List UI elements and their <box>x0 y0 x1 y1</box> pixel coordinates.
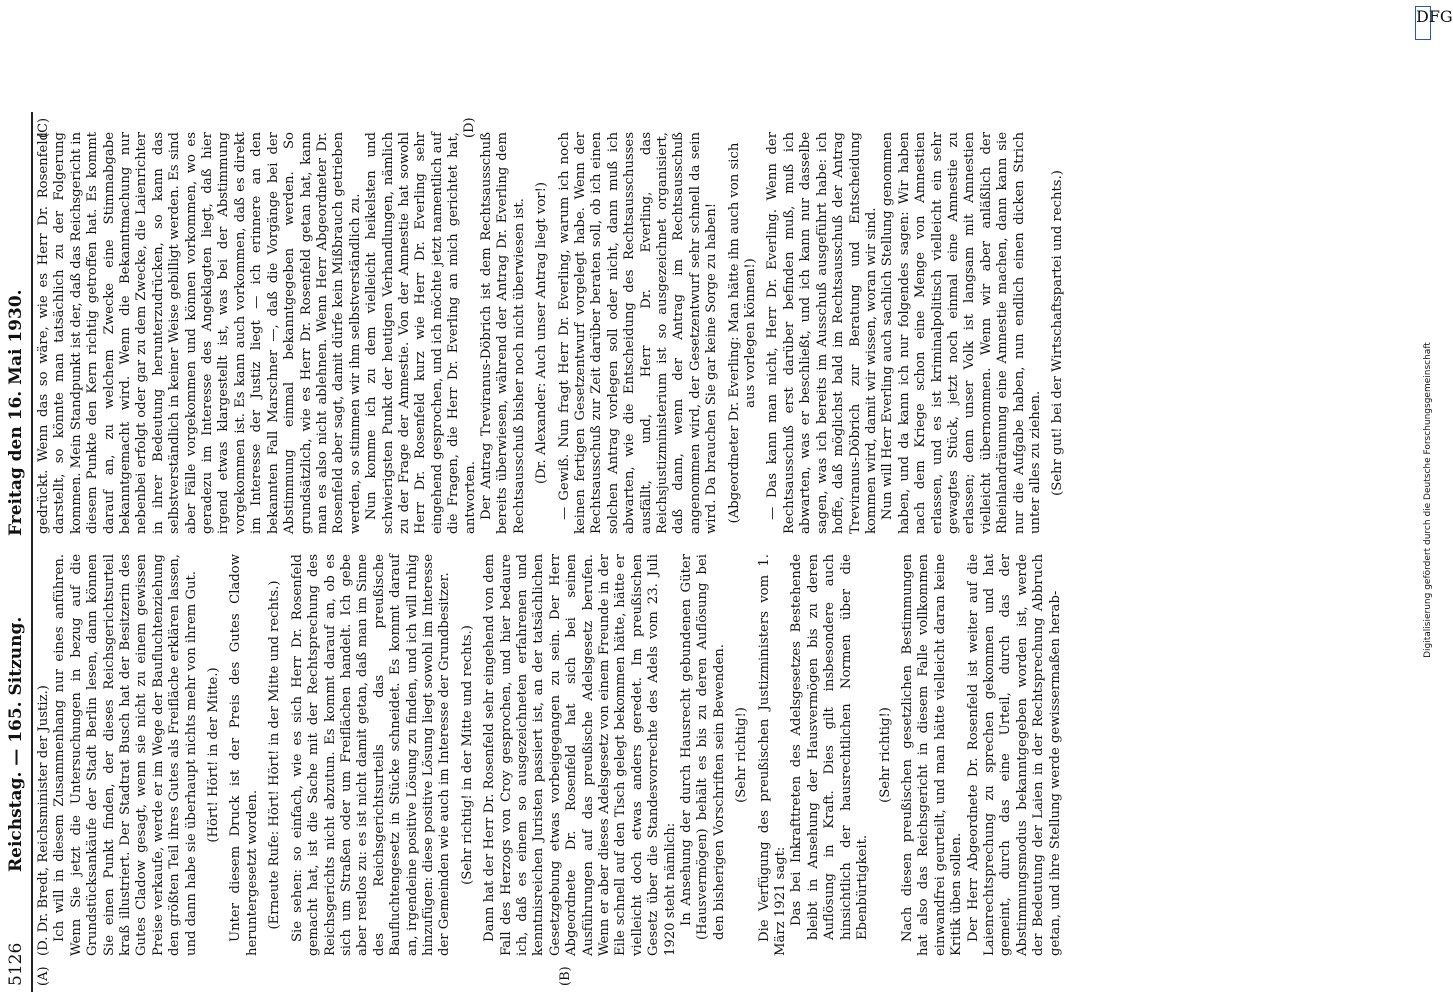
interjection: (Sehr richtig!) <box>734 707 750 803</box>
paragraph: Der Herr Abgeordnete Dr. Rosenfeld ist weiter auf die Laienrechtsprechung zu sprechen gekommen und hat gemeint, durch das eine Urteil, durch das der Abstimmungsmodus bekanntgegeben worden ist, werde der Bedeutung der Laien in der Rechtsprechung Abbruch getan, und ihre Stellung werde gewissermaßen herab- <box>965 554 1063 956</box>
margin-marker-c: (C) <box>36 117 51 138</box>
paragraph: Ich will in diesem Zusammenhang nur eines anführen. Wenn Sie jetzt die Untersuchungen in bezug auf die Grundstücksankäufe der Stadt Berlin lesen, dann können Sie einen Punkt finden, der dieses Reichsgerichtsurteil kraß illustriert. Der Stadtrat Busch hat der Besitzerin des Gutes Cladow gesagt, wenn sie nicht zu einem gewissen Preise verkaufe, werde er im Wege der Baufluchtenziehung den größten Teil ihres Gutes als Freifläche erklären lassen, und dann habe sie überhaupt nichts mehr von ihrem Gut. <box>52 554 199 956</box>
paragraph: Nun will Herr Everling auch sachlich Stellung genommen haben, und da kann ich nur folgendes sagen: Wir haben nach dem Kriege schon eine Menge von Amnestien erlassen, und es ist kriminalpolitisch vielleicht ein sehr gewagtes Stück, jetzt noch einmal eine Amnestie zu erlassen; denn unser Volk ist langsam mit Amnestien vielleicht übernommen. Wenn wir aber anläßlich der Rheinlandräumung eine Amnestie machen, dann kann sie nur die Aufgabe haben, nun endlich einen dicken Strich unter alles zu ziehen. <box>880 132 1043 534</box>
page-number: 5126 <box>6 942 26 986</box>
interjection: (Sehr richtig!) <box>877 707 893 803</box>
margin-marker-b: (B) <box>558 966 573 986</box>
paragraph: In Ansehung der durch Hausrecht gebundenen Güter (Hausvermögen) behält es bis zu deren Auflösung bei den bisherigen Vorschriften sein Bewenden. <box>679 554 727 940</box>
dfg-logo-text: DFG <box>1416 7 1453 26</box>
session-date: Freitag den 16. Mai 1930. <box>6 289 26 536</box>
interjection: (Abgeordneter Dr. Everling: Man hätte ihn auch von sich aus vorlegen können!) <box>726 142 759 524</box>
interjection: (Dr. Alexander: Auch unser Antrag liegt vor!) <box>534 181 550 485</box>
left-column <box>36 554 1064 956</box>
interjection: (Sehr gut! bei der Wirtschaftspartei und rechts.) <box>1050 170 1066 496</box>
paragraph: Der Antrag Treviranus-Döbrich ist dem Rechtsausschuß bereits überwiesen, während der Antrag Dr. Everling dem Rechtsausschuß bisher noch nicht überwiesen ist. <box>478 132 527 534</box>
paragraph: — Das kann man nicht, Herr Dr. Everling. Wenn der Rechtsausschuß erst darüber befinden muß, muß ich abwarten, was er beschließt, und ich kann nur dasselbe sagen, was ich bereits im Ausschuß ausgeführt habe: ich hoffe, daß möglichst bald im Rechtsausschuß der Antrag Treviranus-Döbrich zur Beratung und Entscheidung kommen wird, damit wir wissen, woran wir sind. <box>765 132 879 534</box>
header-rule <box>31 112 33 992</box>
paragraph: Dann hat der Herr Dr. Rosenfeld sehr eingehend von dem Fall des Herzogs von Croy gesprochen, und hier bedaure ich, daß es einem so ausgezeichneten erfahrenen und kenntnisreichen Juristen passiert ist, an der tatsächlichen Gesetzgebung etwas vorbeigegangen zu sein. Der Herr Abgeordnete Dr. Rosenfeld hat sich bei seinen Ausführungen auf das preußische Adelsgesetz berufen. Wenn er aber dieses Adelsgesetz von einem Freunde in der Eile schnell auf den Tisch gelegt bekommen hätte, hätte er vielleicht doch etwas anders geredet. Im preußischen Gesetz über die Standesvorrechte des Adels vom 23. Juli 1920 steht nämlich: <box>482 554 678 956</box>
rotated-page <box>2 112 1392 992</box>
funding-note <box>1413 10 1431 990</box>
paragraph: Nun komme ich zu dem vielleicht heikelsten und schwierigsten Punkt der heutigen Verhandlungen, nämlich zu der Frage der Amnestie. Von der Amnestie hat sowohl Herr Dr. Rosenfeld kurz wie Herr Dr. Everling sehr eingehend gesprochen, und ich möchte jetzt namentlich auf die Fragen, die Herr Dr. Everling an mich gerichtet hat, antworten. <box>364 132 478 534</box>
running-head: Reichstag. — 165. Sitzung. <box>6 616 26 872</box>
margin-marker-a: (A) <box>36 966 51 986</box>
paragraph: Sie sehen: so einfach, wie es sich Herr Dr. Rosenfeld gemacht hat, ist die Sache mit der Rechtsprechung des Reichsgerichts nicht abzutun. Es kommt darauf an, ob es sich um Straßen oder um Freiflächen handelt. Ich gebe aber restlos zu: es ist nicht damit getan, daß man im Sinne des Reichsgerichtsurteils das preußische Baufluchtengesetz in Stücke schneidet. Es kommt darauf an, irgendeine positive Lösung zu finden, und ich will ruhig hinzufügen: diese positive Lösung liegt sowohl im Interesse der Gemeinden wie auch im Interesse der Grundbesitzer. <box>289 554 453 956</box>
paragraph: Nach diesen preußischen gesetzlichen Bestimmungen hat also das Reichsgericht in diesem Falle vollkommen einwandfrei geurteilt, und man hätte vielleicht daran keine Kritik üben sollen. <box>899 554 965 956</box>
paragraph: Unter diesem Druck ist der Preis des Gutes Cladow heruntergesetzt worden. <box>228 554 260 956</box>
paragraph: — Gewiß. Nun fragt Herr Dr. Everling, warum ich noch keinen fertigen Gesetzentwurf vorgelegt habe. Wenn der Rechtsausschuß zur Zeit darüber beraten soll, ob ich einen solchen Antrag vorlegen soll oder nicht, dann muß ich abwarten, wie die Entscheidung des Rechtsausschusses ausfällt, und, Herr Dr. Everling, das Reichsjustizministerium ist so ausgezeichnet organisiert, daß dann, wenn der Antrag im Rechtsausschuß angenommen wird, der Gesetzentwurf sehr schnell da sein wird. Da brauchen Sie gar keine Sorge zu haben! <box>556 132 720 534</box>
page-header <box>4 112 32 992</box>
margin-marker-d: (D) <box>462 117 477 138</box>
funding-note-text: Digitalisierung gefördert durch die Deutsche Forschungsgemeinschaft <box>1423 342 1433 658</box>
paragraph: gedrückt. Wenn das so wäre, wie es Herr Dr. Rosenfeld darstellt, so könnte man tatsächlich zu der Folgerung kommen. Mein Standpunkt ist der, daß das Reichsgericht in diesem Punkte den Kern richtig getroffen hat. Es kommt darauf an, zu welchem Zwecke eine Stimmabgabe bekanntgemacht wird. Wenn die Bekanntmachung nur nebenbei erfolgt oder gar zu dem Zwecke, die Laienrichter in ihrer Bedeutung herunterzudrücken, so kann das selbstverständlich in keiner Weise gebilligt werden. Es sind aber Fälle vorgekommen und können vorkommen, wo es geradezu im Interesse des Angeklagten liegt, daß hier irgend etwas klargestellt ist, was bei der Abstimmung vorgekommen ist. Es kann auch vorkommen, daß es direkt im Interesse der Justiz liegt — ich erinnere an den bekannten Fall Marschner —, daß die Vorgänge bei der Abstimmung einmal bekanntgegeben werden. So grundsätzlich, wie es Herr Dr. Rosenfeld getan hat, kann man es also nicht ablehnen. Wenn Herr Abgeordneter Dr. Rosenfeld aber sagt, damit dürfe kein Mißbrauch getrieben werden, so stimmen wir ihm selbstverständlich zu. <box>36 132 363 534</box>
paragraph: (D. Dr. Bredt, Reichsminister der Justiz.) <box>36 685 51 956</box>
interjection: (Erneute Rufe: Hört! Hört! in der Mitte und rechts.) <box>267 580 283 930</box>
interjection: (Sehr richtig! in der Mitte und rechts.) <box>459 625 475 885</box>
paragraph: Die Verfügung des preußischen Justizministers vom 1. März 1921 sagt: <box>756 554 789 956</box>
dfg-logo <box>1415 6 1453 40</box>
paragraph: Das bei Inkrafttreten des Adelsgesetzes Bestehende bleibt in Ansehung der Hausvermögen bis zu deren Auflösung in Kraft. Dies gilt insbesondere auch hinsichtlich der hausrechtlichen Normen über die Ebenbürtigkeit. <box>789 554 871 940</box>
interjection: (Hört! Hört! in der Mitte.) <box>206 667 222 843</box>
right-column <box>36 132 1073 534</box>
